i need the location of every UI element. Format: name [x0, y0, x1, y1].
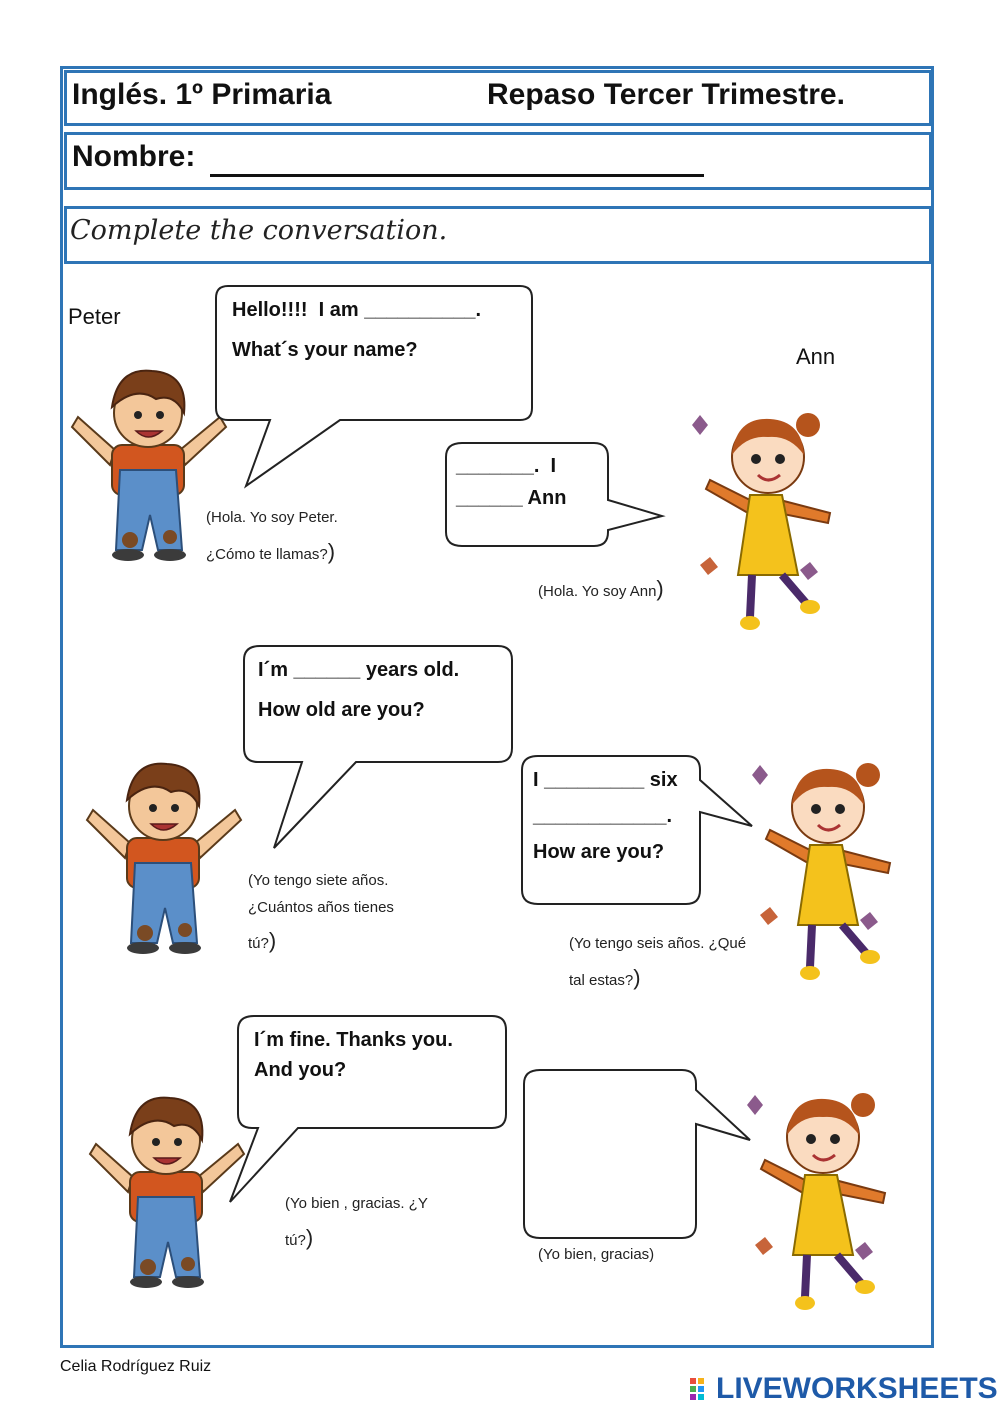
liveworksheets-icon	[690, 1378, 712, 1400]
header-subject: Inglés. 1º Primaria	[72, 78, 332, 111]
name-label: Nombre:	[72, 140, 196, 173]
trans-2-boy-line3: tú?)	[248, 928, 277, 953]
author-credit: Celia Rodríguez Ruiz	[60, 1358, 212, 1375]
peter-label: Peter	[68, 304, 121, 329]
bubble-3-girl-answer-area[interactable]	[530, 1076, 690, 1232]
bubble-2-boy-line1: I´m ______ years old.	[258, 659, 460, 681]
instructions: Complete the conversation.	[70, 215, 448, 246]
header-title: Repaso Tercer Trimestre.	[487, 78, 845, 111]
ann-label: Ann	[796, 344, 836, 369]
bubble-2-girl-line2: ____________.	[533, 805, 673, 827]
bubble-2-girl-line1: I _________ six	[533, 769, 678, 791]
liveworksheets-text: LIVEWORKSHEETS	[716, 1372, 998, 1405]
bubble-1-girl-line1: _______. I	[456, 455, 557, 477]
bubble-3-boy-line2: And you?	[254, 1059, 347, 1081]
trans-3-boy-line2: tú?)	[285, 1225, 314, 1250]
trans-2-girl-line2: tal estas?)	[569, 965, 641, 990]
trans-3-boy-line1: (Yo bien , gracias. ¿Y	[285, 1195, 428, 1212]
bubble-1-boy-line2: What´s your name?	[232, 339, 418, 361]
liveworksheets-logo	[690, 1372, 998, 1406]
trans-1-girl-line1: (Hola. Yo soy Ann)	[538, 576, 664, 601]
bubble-2-girl-line3: How are you?	[533, 841, 665, 863]
trans-1-boy-line2: ¿Cómo te llamas?)	[206, 539, 336, 564]
bubble-2-boy-line2: How old are you?	[258, 699, 425, 721]
trans-2-boy-line2: ¿Cuántos años tienes	[248, 899, 394, 916]
bubble-1-boy-line1: Hello!!!! I am __________.	[232, 299, 482, 321]
trans-1-boy-line1: (Hola. Yo soy Peter.	[206, 509, 338, 526]
bubble-3-boy-line1: I´m fine. Thanks you.	[254, 1029, 453, 1051]
trans-2-boy-line1: (Yo tengo siete años.	[248, 872, 389, 889]
trans-3-girl-line1: (Yo bien, gracias)	[538, 1246, 655, 1263]
bubble-1-girl-line2: ______ Ann	[456, 487, 567, 509]
trans-2-girl-line1: (Yo tengo seis años. ¿Qué	[569, 935, 747, 952]
